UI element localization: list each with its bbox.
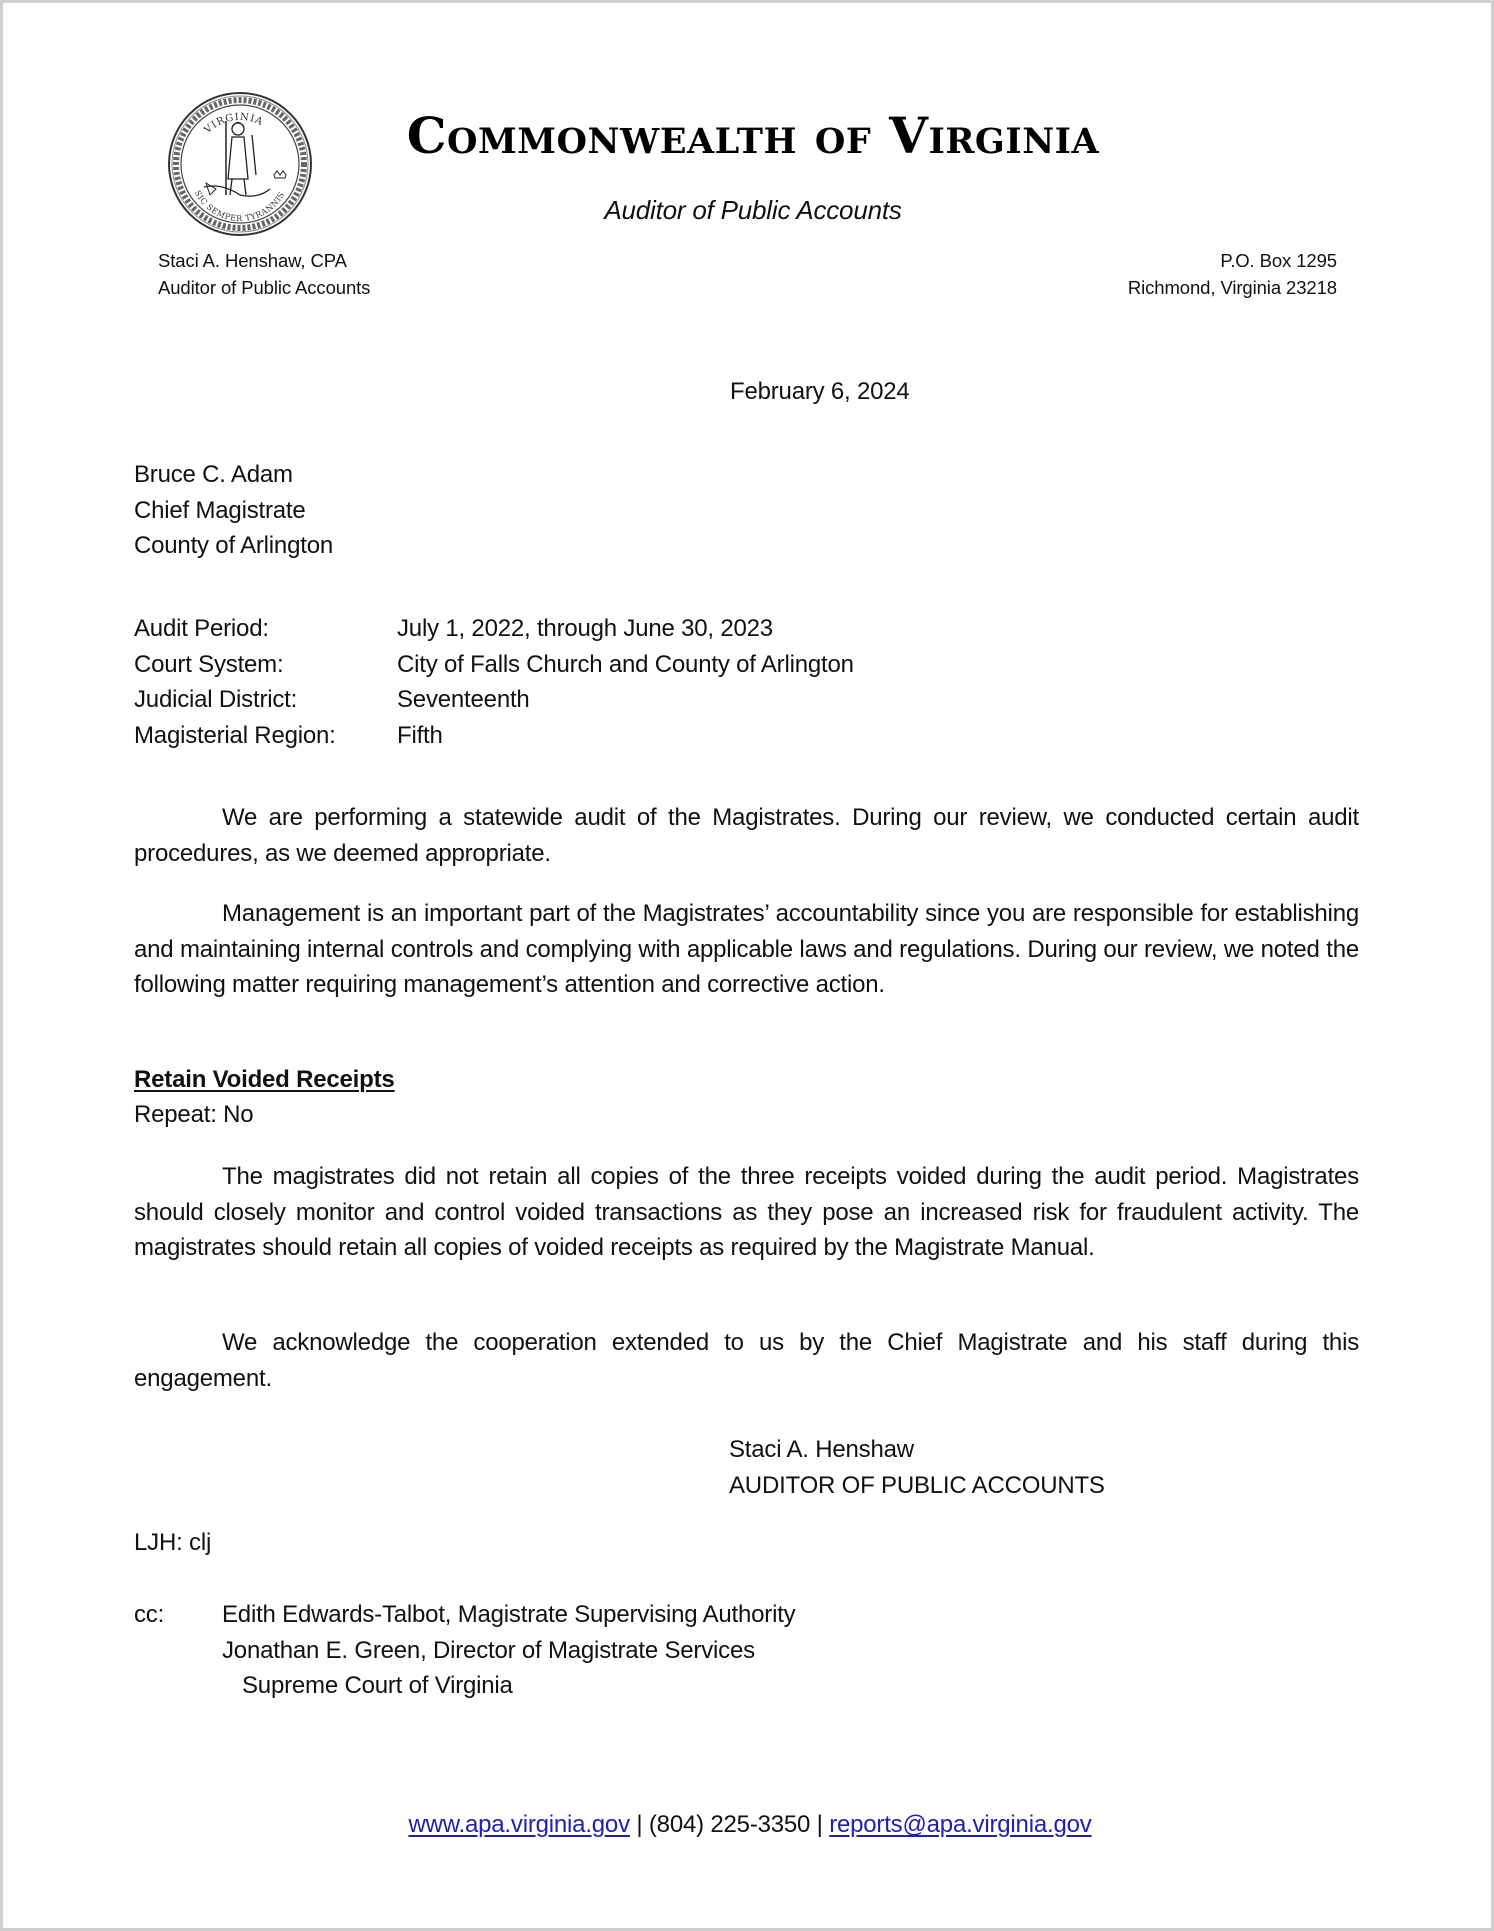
- management-paragraph-text: Management is an important part of the Magistrates’ accountability since you are responsible for establishing and maintaining internal controls and complying with applicable laws and regulations. During our review, we noted the following matter requiring management’s attention and corrective action.: [134, 900, 1359, 999]
- signature-name: Staci A. Henshaw: [729, 1436, 914, 1463]
- letterhead-title: Commonwealth of Virginia: [406, 106, 1100, 165]
- magisterial-region-value: Fifth: [397, 722, 443, 750]
- signature-title: AUDITOR OF PUBLIC ACCOUNTS: [729, 1471, 1105, 1499]
- footer-contact: [0, 1807, 1494, 1843]
- cc-label-spacer: [134, 1633, 222, 1669]
- cc-row-2: [134, 1633, 796, 1669]
- auditor-title: Auditor of Public Accounts: [158, 277, 371, 298]
- audit-period-value: July 1, 2022, through June 30, 2023: [397, 615, 773, 642]
- email-link[interactable]: reports@apa.virginia.gov: [829, 1811, 1092, 1838]
- footer-separator: |: [636, 1811, 643, 1838]
- magisterial-region-row: [134, 718, 854, 754]
- address-city: Richmond, Virginia 23218: [1127, 277, 1337, 298]
- cc-label-spacer: [134, 1668, 222, 1704]
- intro-paragraph: [134, 800, 1359, 871]
- letterhead-auditor-block: [158, 247, 370, 301]
- svg-text:VIRGINIA: VIRGINIA: [202, 111, 266, 136]
- audit-period-label: Audit Period:: [134, 615, 269, 642]
- footer-separator: |: [816, 1811, 823, 1838]
- closing-paragraph: [134, 1325, 1359, 1396]
- recipient-block: [134, 457, 333, 564]
- finding-paragraph-text: The magistrates did not retain all copies of the three receipts voided during the audit period. Magistrates should closely monitor and control voided transactions as they pose an increased risk for fraudulent activity. The magistrates should retain all copies of voided receipts as required by the Magistrate Manual.: [134, 1163, 1359, 1262]
- cc-recipient-2-organization: Supreme Court of Virginia: [242, 1672, 513, 1700]
- typist-initials: LJH: clj: [134, 1529, 212, 1556]
- audit-details: [134, 611, 854, 754]
- magisterial-region-label: Magisterial Region:: [134, 722, 336, 750]
- recipient-title: Chief Magistrate: [134, 496, 306, 524]
- finding-repeat-status: Repeat: No: [134, 1101, 254, 1128]
- cc-recipient-1: Edith Edwards-Talbot, Magistrate Supervising Authority: [222, 1601, 796, 1628]
- management-paragraph: [134, 896, 1359, 1003]
- intro-paragraph-text: We are performing a statewide audit of the Magistrates. During our review, we conducted certain audit procedures, as we deemed appropriate.: [134, 804, 1359, 867]
- letterhead-address-block: [1128, 247, 1337, 301]
- finding-paragraph: [134, 1159, 1359, 1266]
- website-link[interactable]: www.apa.virginia.gov: [408, 1811, 630, 1838]
- recipient-name: Bruce C. Adam: [134, 461, 293, 488]
- phone-number: (804) 225-3350: [648, 1811, 811, 1838]
- letterhead-subtitle: Auditor of Public Accounts: [604, 195, 902, 225]
- judicial-district-value: Seventeenth: [397, 686, 530, 714]
- judicial-district-label: Judicial District:: [134, 686, 298, 714]
- auditor-name: Staci A. Henshaw, CPA: [158, 250, 347, 271]
- recipient-organization: County of Arlington: [134, 532, 333, 560]
- cc-block: [134, 1597, 796, 1704]
- cc-row-1: [134, 1597, 796, 1633]
- signature-block: [729, 1432, 1105, 1503]
- cc-label: cc:: [134, 1601, 165, 1628]
- audit-period-row: [134, 611, 854, 647]
- court-system-row: [134, 647, 854, 683]
- letter-date: February 6, 2024: [730, 378, 910, 405]
- cc-row-3: [134, 1668, 796, 1704]
- court-system-value: City of Falls Church and County of Arlington: [397, 650, 854, 678]
- svg-text:SIC SEMPER TYRANNIS: SIC SEMPER TYRANNIS: [192, 188, 287, 224]
- cc-recipient-2: Jonathan E. Green, Director of Magistrate Services: [222, 1636, 755, 1664]
- finding-heading: Retain Voided Receipts: [134, 1066, 395, 1093]
- court-system-label: Court System:: [134, 650, 284, 678]
- judicial-district-row: [134, 682, 854, 718]
- address-po-box: P.O. Box 1295: [1220, 250, 1337, 271]
- closing-paragraph-text: We acknowledge the cooperation extended to us by the Chief Magistrate and his staff during this engagement.: [134, 1329, 1359, 1392]
